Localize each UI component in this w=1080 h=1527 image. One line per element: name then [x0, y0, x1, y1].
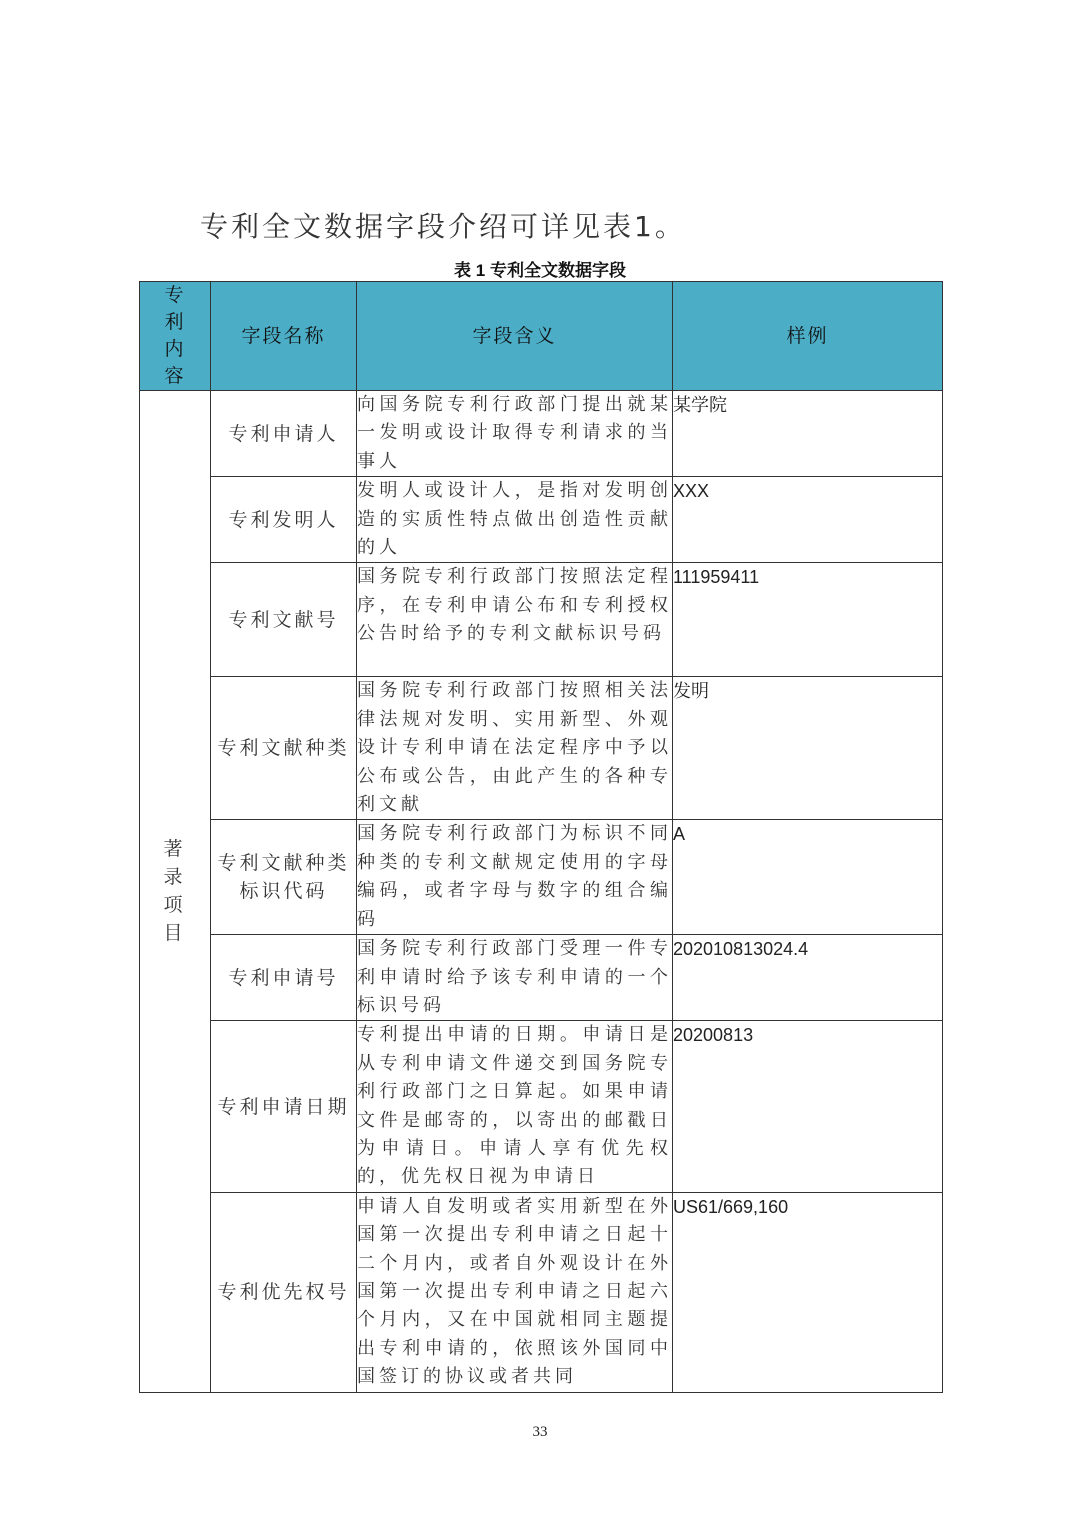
header-field-meaning: 字段含义: [357, 282, 673, 391]
field-name-cell: 专利优先权号: [211, 1192, 357, 1392]
field-name-cell: 专利文献种类标识代码: [211, 820, 357, 935]
table-row: [140, 677, 943, 820]
table-row: [140, 1021, 943, 1192]
field-name-cell: 专利文献种类: [211, 677, 357, 820]
field-name-cell: 专利发明人: [211, 477, 357, 563]
field-sample-cell: 111959411: [673, 563, 943, 677]
field-meaning-cell: 国务院专利行政部门为标识不同种类的专利文献规定使用的字母编码，或者字母与数字的组合编码: [357, 820, 673, 935]
field-sample-cell: XXX: [673, 477, 943, 563]
field-meaning-cell: 国务院专利行政部门按照法定程序，在专利申请公布和专利授权公告时给予的专利文献标识号码: [357, 563, 673, 677]
table-row: [140, 820, 943, 935]
table-row: [140, 935, 943, 1021]
category-cell: [140, 391, 211, 1393]
table-row: [140, 1192, 943, 1392]
field-meaning-cell: 发明人或设计人，是指对发明创造的实质性特点做出创造性贡献的人: [357, 477, 673, 563]
field-name-cell: 专利申请日期: [211, 1021, 357, 1192]
field-sample-cell: A: [673, 820, 943, 935]
table-header-row: [140, 282, 943, 391]
field-sample-cell: US61/669,160: [673, 1192, 943, 1392]
field-meaning-cell: 申请人自发明或者实用新型在外国第一次提出专利申请之日起十二个月内，或者自外观设计在外国第一次提出专利申请之日起六个月内，又在中国就相同主题提出专利申请的，依照该外国同中国签订的协议或者共同: [357, 1192, 673, 1392]
field-meaning-cell: 专利提出申请的日期。申请日是从专利申请文件递交到国务院专利行政部门之日算起。如果申请文件是邮寄的，以寄出的邮戳日为申请日。申请人享有优先权的，优先权日视为申请日: [357, 1021, 673, 1192]
field-sample-cell: 某学院: [673, 391, 943, 477]
field-meaning-cell: 国务院专利行政部门受理一件专利申请时给予该专利申请的一个标识号码: [357, 935, 673, 1021]
field-name-cell: 专利文献号: [211, 563, 357, 677]
table-row: [140, 391, 943, 477]
page-number: 33: [532, 1424, 548, 1440]
field-sample-cell: 20200813: [673, 1021, 943, 1192]
field-name-cell: 专利申请号: [211, 935, 357, 1021]
field-meaning-cell: 向国务院专利行政部门提出就某一发明或设计取得专利请求的当事人: [357, 391, 673, 477]
table-row: [140, 477, 943, 563]
table-row: [140, 563, 943, 677]
header-category: 专利内容: [140, 282, 211, 391]
field-sample-cell: 发明: [673, 677, 943, 820]
table-caption: 表 1 专利全文数据字段: [454, 261, 626, 280]
header-field-name: 字段名称: [211, 282, 357, 391]
header-sample: 样例: [673, 282, 943, 391]
field-name-cell: 专利申请人: [211, 391, 357, 477]
field-sample-cell: 202010813024.4: [673, 935, 943, 1021]
field-meaning-cell: 国务院专利行政部门按照相关法律法规对发明、实用新型、外观设计专利申请在法定程序中予以公布或公告，由此产生的各种专利文献: [357, 677, 673, 820]
patent-field-table: [139, 281, 943, 1393]
category-label: 著录项目: [163, 838, 187, 945]
intro-paragraph: 专利全文数据字段介绍可详见表1。: [200, 210, 686, 243]
